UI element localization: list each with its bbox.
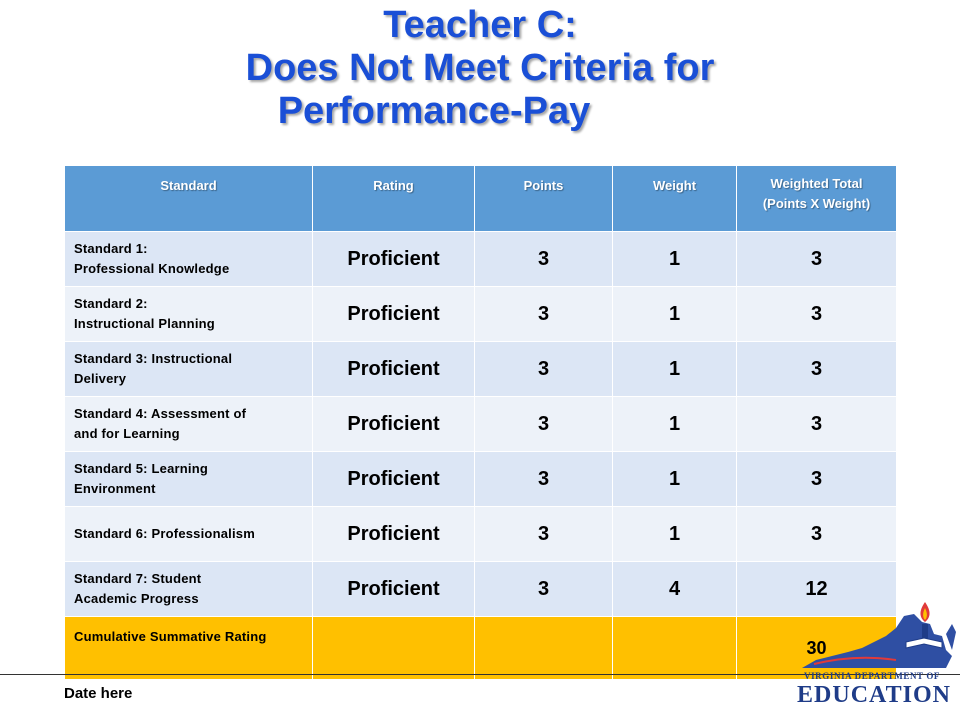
header-weight: Weight: [613, 166, 737, 232]
points-cell: 3: [475, 507, 613, 562]
header-row: [65, 166, 897, 232]
weight-cell: 1: [613, 397, 737, 452]
rating-cell: Proficient: [313, 562, 475, 617]
header-standard: Standard: [65, 166, 313, 232]
standard-cell: [65, 562, 313, 617]
standard-cell: [65, 287, 313, 342]
weight-cell: 1: [613, 507, 737, 562]
summary-empty-cell: [613, 617, 737, 680]
points-cell: 3: [475, 232, 613, 287]
summary-empty-cell: [475, 617, 613, 680]
standard-cell: [65, 232, 313, 287]
summary-row: [65, 617, 897, 680]
title-line-3: Performance-Pay: [277, 90, 591, 132]
table-row: [65, 507, 897, 562]
table-row: [65, 287, 897, 342]
points-cell: 3: [475, 287, 613, 342]
header-weighted-total-line-2: (Points X Weight): [762, 196, 871, 211]
points-cell: 3: [475, 562, 613, 617]
standard-name-cont: Environment: [74, 481, 156, 496]
footer-date: Date here: [64, 685, 133, 702]
table-row: [65, 452, 897, 507]
points-cell: 3: [475, 452, 613, 507]
table-row: [65, 397, 897, 452]
weight-cell: 1: [613, 452, 737, 507]
summary-empty-cell: [313, 617, 475, 680]
standard-name-cont: Delivery: [74, 371, 127, 386]
standard-name-cont: Instructional Planning: [74, 316, 215, 331]
performance-table: [64, 165, 897, 680]
standard-name: Standard 2:: [74, 296, 148, 311]
points-cell: 3: [475, 342, 613, 397]
logo-education-text: EDUCATION: [797, 682, 951, 708]
weighted-total-cell: 3: [737, 507, 897, 562]
standard-name-cont: Professional Knowledge: [74, 261, 230, 276]
header-weighted-total: [737, 166, 897, 232]
rating-cell: Proficient: [313, 232, 475, 287]
standard-name: Standard 6: Professionalism: [74, 526, 255, 541]
standard-cell: [65, 507, 313, 562]
summary-label: Cumulative Summative Rating: [65, 617, 313, 680]
table-row: [65, 562, 897, 617]
header-weighted-total-line-1: Weighted Total: [770, 176, 863, 191]
points-cell: 3: [475, 397, 613, 452]
weighted-total-cell: 3: [737, 232, 897, 287]
table-row: [65, 232, 897, 287]
virginia-map-icon: [796, 594, 960, 674]
title-line-1: Teacher C:: [383, 4, 577, 46]
header-points: Points: [475, 166, 613, 232]
weight-cell: 1: [613, 232, 737, 287]
rating-cell: Proficient: [313, 452, 475, 507]
weight-cell: 4: [613, 562, 737, 617]
weighted-total-cell: 12: [737, 562, 897, 617]
rating-cell: Proficient: [313, 342, 475, 397]
standard-cell: [65, 452, 313, 507]
rating-cell: Proficient: [313, 507, 475, 562]
title-line-2: Does Not Meet Criteria for: [245, 47, 715, 89]
weighted-total-cell: 3: [737, 342, 897, 397]
standard-name: Standard 5: Learning: [74, 461, 209, 476]
weight-cell: 1: [613, 342, 737, 397]
standard-name: Standard 3: Instructional: [74, 351, 233, 366]
slide-title: [0, 4, 960, 133]
rating-cell: Proficient: [313, 397, 475, 452]
rating-cell: Proficient: [313, 287, 475, 342]
standard-name-cont: Academic Progress: [74, 591, 199, 606]
weighted-total-cell: 3: [737, 287, 897, 342]
standard-cell: [65, 397, 313, 452]
weight-cell: 1: [613, 287, 737, 342]
standard-name: Standard 4: Assessment of: [74, 406, 247, 421]
standard-name-cont: and for Learning: [74, 426, 180, 441]
standard-cell: [65, 342, 313, 397]
standard-name: Standard 1:: [74, 241, 148, 256]
header-rating: Rating: [313, 166, 475, 232]
summary-total: 30: [737, 617, 897, 680]
logo-org-text: VIRGINIA DEPARTMENT OF: [803, 671, 941, 681]
vdoe-logo: [796, 594, 960, 720]
standard-name: Standard 7: Student: [74, 571, 202, 586]
weighted-total-cell: 3: [737, 452, 897, 507]
table-row: [65, 342, 897, 397]
weighted-total-cell: 3: [737, 397, 897, 452]
